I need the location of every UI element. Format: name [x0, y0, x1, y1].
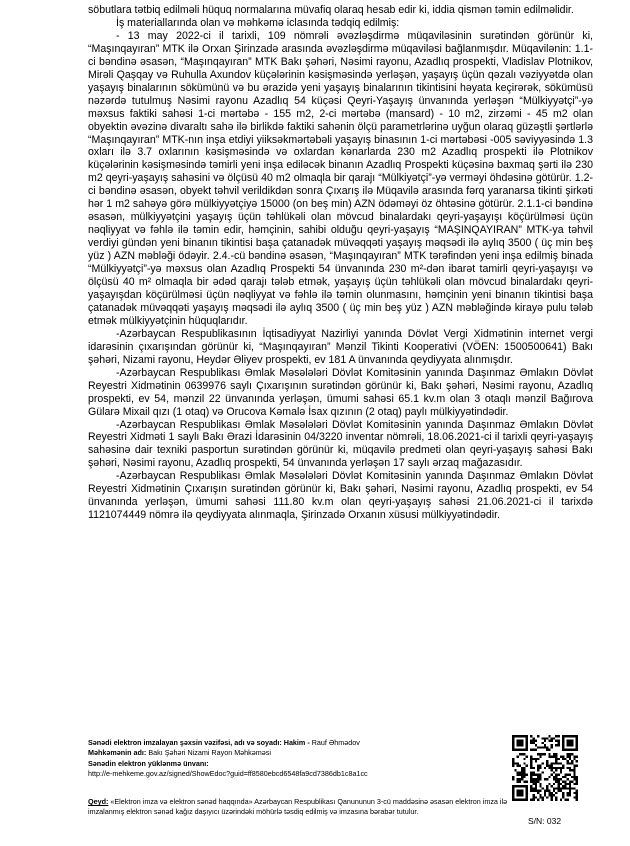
signer-name: Rauf Əhmədov [311, 738, 360, 747]
signature-footer [88, 738, 498, 780]
paragraph: -Azərbaycan Respublikası Əmlak Məsələləri Dövlət Komitəsinin yanında Daşınmaz Əmlakın Dövlət Reyestri Xidməti 1 saylı Bakı Ərazi İdarəsinin 04/3220 inventar nömrəli, 18.06.2021-ci il tarixli qeyri-yaşayış sahəsinə dair texniki pasportun surətindən görünür ki, müqavilə predmeti olan qeyri-yaşayış sahəsi Bakı şəhəri, Nəsimi rayonu, Azadlıq prospekti, 54 ünvanında yerləşən 17 saylı ərzaq mağazasıdır. [88, 418, 593, 470]
court-name: Bakı Şəhəri Nizami Rayon Məhkəməsi [148, 748, 271, 758]
note-text: «Elektron imza və elektron sənəd haqqında» Azərbaycan Respublikası Qanununun 3-cü maddəsinə əsasən elektron imza ilə imzalanmış elektron sənəd kağız daşıyıcı üzərindəki möhürlə təsdiq edilmiş və imzasına bərabər tutulur. [88, 797, 508, 816]
paragraph: söbutlara tətbiq edilməli hüquq normalarına müvafiq olaraq hesab edir ki, iddia qismən təmin edilməlidir. [88, 4, 574, 16]
paragraph: -Azərbaycan Respublikasının İqtisadiyyat Nazirliyi yanında Dövlət Vergi Xidmətinin internet vergi idarəsinin çıxarışından görünür ki, “Maşınqayıran” Mənzil Tikinti Kooperativi (VÖEN: 1500500641) Bakı şəhəri, Nizami rayonu, Heydər Əliyev prospekti, ev 181 A ünvanında qeydiyyata alınmışdır. [88, 327, 593, 366]
download-label: Sənədin elektron yüklənmə ünvanı: [88, 758, 209, 768]
download-url-row [88, 769, 498, 779]
qr-code-icon [512, 735, 578, 801]
serial-number: S/N: 032 [528, 816, 562, 826]
legal-note [88, 797, 508, 817]
court-label: Məhkəmənin adı: [88, 748, 149, 758]
paragraph: -Azərbaycan Respublikası Əmlak Məsələləri Dövlət Komitəsinin yanında Daşınmaz Əmlakın Dövlət Reyestri Xidmətinin 0639976 saylı Çıxarışının surətindən görünür ki, Bakı şəhəri, Nəsimi rayonu, Azadlıq prospekti, ev 54, mənzil 22 ünvanında yerləşən, ümumi sahəsi 65.1 kv.m olan 3 otaqlı mənzil Bağırova Gülarə Mixail qızı (1 otaq) və Orucova Kəmalə İsax qızının (2 otaq) paylı mülkiyyətindədir. [88, 366, 593, 418]
download-link[interactable]: http://e-mehkeme.gov.az/signed/ShowEdoc?guid=ff8580ebcd6548fa9cd7386db1c8a1cc [88, 769, 368, 779]
paragraph: -Azərbaycan Respublikası Əmlak Məsələləri Dövlət Komitəsinin yanında Daşınmaz Əmlakın Dövlət Reyestri Xidmətinin Çıxarışın surətindən görünür ki, Bakı şəhəri, Nəsimi rayonu, Azadlıq prospekti, ev 54 ünvanında yerləşən, ümumi sahəsi 111.80 kv.m olan qeyri-yaşayış sahəsi 21.06.2021-ci il tarixdə 1121074449 nömrə ilə qeydiyyata alınmaqla, Şirinzadə Orxanın xüsusi mülkiyyətindədir. [88, 470, 593, 522]
signer-label: Sənədi elektron imzalayan şəxsin vəzifəsi, adı və soyadı: Hakim - [88, 738, 312, 747]
document-body [88, 4, 593, 522]
court-row [88, 748, 498, 758]
note-label: Qeyd: [88, 797, 109, 806]
paragraph: - 13 may 2022-ci il tarixli, 109 nömrəli əvəzləşdirmə müqaviləsinin surətindən görünür ki, “Maşınqayıran” MTK ilə Orxan Şirinzadə arasında əvəzləşdirmə müqaviləsi bağlanmışdır. Müqavilənin: 1.1-ci bəndinə əsasən, “Maşınqayıran” MTK Bakı şəhəri, Nəsimi rayonu, Azadlıq prospekti, Vladislav Plotnikov, Mirəli Qaşqay və Ruhulla Axundov küçələrinin kəsişməsində yerləşən, yaşayış üçün qəzalı vəziyyətdə olan yaşayış binalarının sökümünü və bu ərazidə yeni yaşayış binalarının tikintisini həyata keçirərək, sökümüsü nəzərdə tutulmuş Nəsimi rayonu Azadlıq 54 küçəsi Qeyri-Yaşayış ünvanında yerləşən “Mülkiyyətçi”-yə məxsus faktiki sahəsi 1-ci mərtəbə - 155 m2, 2-ci mərtəbə (mansard) - 10 m2, zirzəmi - 45 m2 olan obyektin əvəzinə divaraltı sahə ilə birlikdə faktiki sahənin ölçü parametrlərinə uyğun olaraq güzəştli şərtlərlə “Maşınqayıran” MTK-nın inşa etdiyi yiiksəkmərtəbəli yaşayış binasının 1-ci mərtəbəsi -005 səviyyəsində 1.3 oxları ilə 3.7 oxlarının kəsişməsində və oxlardan kənarlarda 230 m2 Azadlıq prospekti ilə Plotnikov küçələrinin kəsişməsində təmirli yeni inşa ediləcək binanın Azadlıq Prospekti küçəsinə baxmaq şərti ilə 230 m2 qeyri-yaşayış sahəsini və ölçüsü 40 m2 olmaqla bir qarajı “Mülkiyətçi”-yə verməyi öhdəsinə götürür. 1.2-ci bəndinə əsasən, obyekt təhvil verildikdən sonra Çıxarış ilə Müqavilə arasında fərq yaranarsa tikinti şirkəti hər 1 m2 sahəyə görə mülkiyyətçiyə 15000 (on beş min) AZN ödəməyi öz öhtəsinə götürür. 2.1.1-ci bəndinə əsasən, mülkiyyətçini yaşayış üçün təhlükəli olan mövcud binalardakı qeyri-yaşayışı köçürülməsi üçün nəqliyyat və fəhlə ilə təmin edir, həmçinin, sahibi olduğu qeyri-yaşayış “MAŞINQAYIRAN” MTK-ya təhvil verdiyi gündən yeni binanın tikintisi başa çatanadək müvəqqəti yaşayış məqsədi ilə aylıq 3500 ( üç min beş yüz ) AZN məbləği ödəyir. 2.4.-cü bəndinə əsasən, “Maşınqayıran” MTK tərəfindən yeni inşa edilmiş binada “Mülkiyyətçi”-yə məxsus olan Azadlıq Prospekti 54 ünvanında 230 m²-dən ibarət tamirli qeyri-yaşayışı və ölçüsü 40 m² olmaqla bir ədəd qarajı tələb etmək, yaşayış üçün təhlükəli olan mövcud binalardakı qeyri-yaşayışdan köçürülməsi üçün nəqliyyat və fəhlə ilə təmin olunmasını, həmçinin yeni binanın tikintisi başa çatanadək müvəqqəti yaşayış məqsədi ilə aylıq 3500 ( üç min beş yüz ) AZN məbləğində kirayə pulu tələb etmək mülkiyyətçinin hüquqlarıdır. [88, 29, 593, 327]
paragraph: İş materiallarında olan və məhkəmə iclasında tədqiq edilmiş: [116, 16, 400, 29]
signer-row [88, 738, 498, 748]
